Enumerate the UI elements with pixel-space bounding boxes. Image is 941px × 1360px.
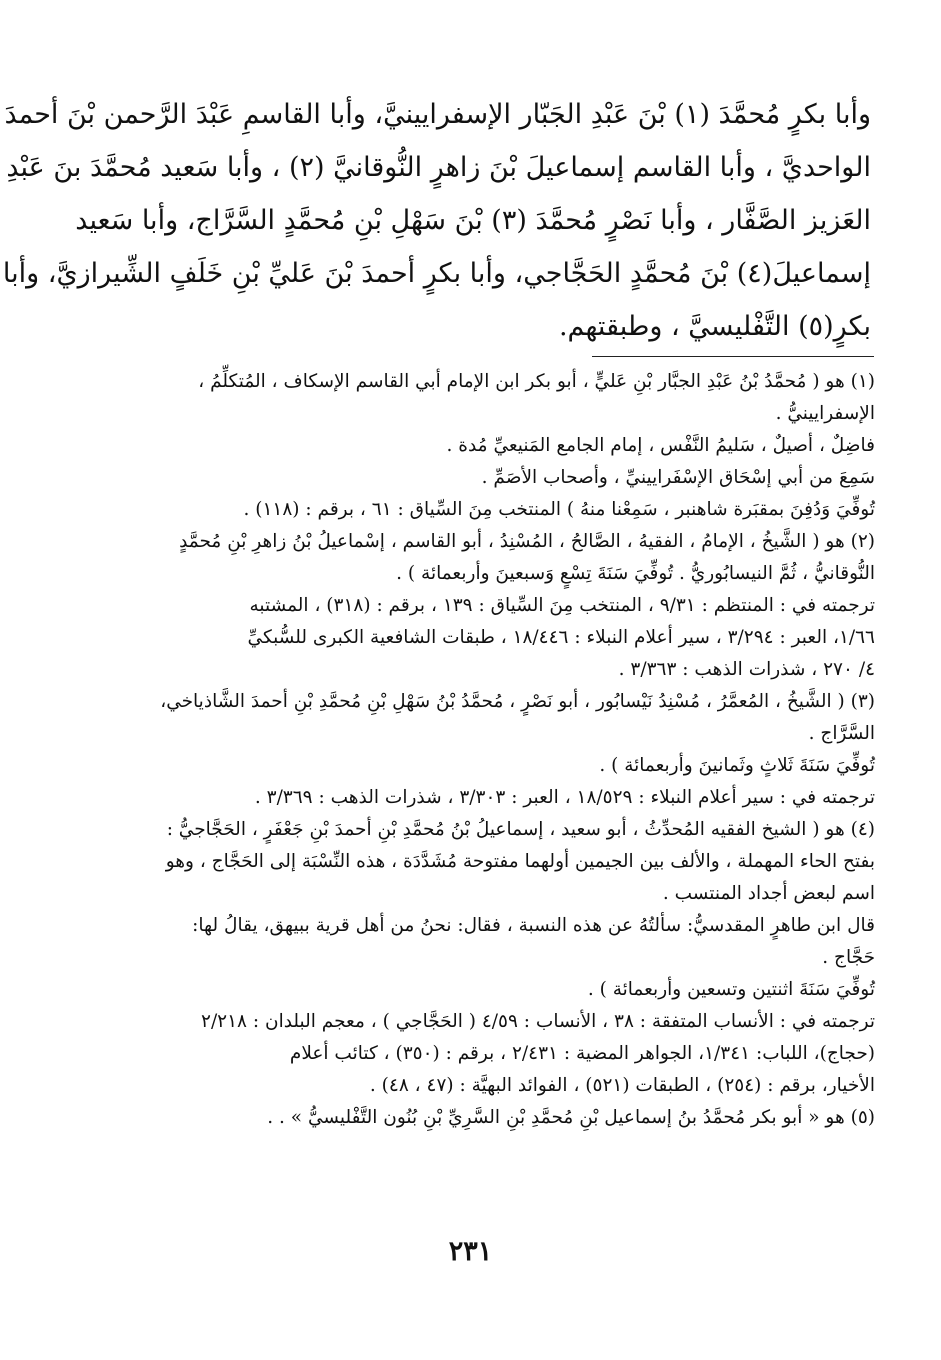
footnote-line: السَّرَّاج . [808,723,875,744]
footnote-line: (٤) هو ( الشيخ الفقيه المُحدِّثُ ، أبو سعيد ، إسماعيلُ بْنُ مُحمَّدِ بْنِ أحمدَ بْنِ جَعْفَرٍ ، الحَجَّاجيُّ : [166,819,875,840]
footnote-line: حَجَّاج . [822,947,875,968]
footnote-line: تُوفِّيَ وَدُفِنَ بمقبَرة شاهنبر ، سَمِعْنا منهُ ) المنتخب مِنَ السِّياق : ٦١ ، برقم : (١١٨) . [243,499,875,520]
footnote-line: فاضِلٌ ، أصيلٌ ، سَليمُ النَّفْس ، إمام الجامع المَنيعيِّ مُدة . [446,435,875,456]
footnote-line: قال ابن طاهرٍ المقدسيُّ: سألتُهُ عن هذه النسبة ، فقال: نحنُ من أهل قرية ببيهق، يقالُ لها: [192,915,875,936]
footnote-line: بفتح الحاء المهملة ، والألف بين الجيمين أولهما مفتوحة مُشَدَّدَة ، هذه النِّسْبَة إلى الحَجَّاج ، وهو [165,851,875,872]
main-line: الواحديَّ ، وأبا القاسم إسماعيلَ بْنَ زاهرٍ النُّوقانيَّ (٢) ، وأبا سَعيد مُحمَّدَ بنَ عَبْدِ [6,152,871,183]
footnote-line: الأخيار، برقم : (٢٥٤) ، الطبقات (٥٢١) ، الفوائد البهيَّة : (٤٧ ، ٤٨) . [369,1075,875,1096]
footnote-line: ترجمته في : الأنساب المتفقة : ٣٨ ، الأنساب : ٤/٥٩ ( الحَجَّاجي ) ، معجم البلدان : ٢/٢١٨ [201,1011,875,1032]
footnote-line: سَمِعَ من أبي إسْحَاق الإسْفَرايينيِّ ، وأصحاب الأصَمِّ . [481,467,875,488]
footnote-line: (٥) هو « أبو بكر مُحمَّدُ بنُ إسماعيل بْنِ مُحمَّدِ بْنِ السَّرِيِّ بْنِ بُنُون التَّفْليسيُّ » . . [267,1107,875,1128]
footnote-line: ترجمته في : المنتظم : ٩/٣١ ، المنتخب مِنَ السِّياق : ١٣٩ ، برقم : (٣١٨) ، المشتبه [249,595,875,616]
footnote-line: الإسفرايينيُّ . [775,403,875,424]
page-number: ٢٣١ [448,1236,493,1267]
footnote-line: تُوفِّيَ سَنَةَ ثَلاثٍ وثَمانينَ وأربعمائة ) . [599,755,875,776]
footnote-line: ٤/ ٢٧٠ ، شذرات الذهب : ٣/٣٦٣ . [618,659,875,680]
footnotes [96,366,875,1134]
main-line: العَزيز الصَّفَّار ، وأبا نَصْرٍ مُحمَّدَ (٣) بْنَ سَهْلِ بْنِ مُحمَّدٍ السَّرَّاج، وأبا سَعيد [75,205,871,236]
main-line: بكرٍ(٥) التَّفْليسيَّ ، وطبقتهم. [558,311,871,342]
footnote-line: ترجمته في : سير أعلام النبلاء : ١٨/٥٢٩ ، العبر : ٣/٣٠٣ ، شذرات الذهب : ٣/٣٦٩ . [254,787,875,808]
footnote-line: اسم لبعض أجداد المنتسب . [662,883,875,904]
footnote-line: (حجاج)، اللباب: ١/٣٤١، الجواهر المضية : ٢/٤٣١ ، برقم : (٣٥٠) ، كتائب أعلام [289,1043,875,1064]
footnote-line: (٢) هو ( الشَّيخُ ، الإمامُ ، الفقيهُ ، الصَّالحُ ، المُسْنِدُ ، أبو القاسم ، إسْماعيلُ بْنُ زاهرِ بْنِ مُحمَّدٍ [179,531,875,552]
footnote-line: النُّوقانيُّ ، ثُمَّ النيسابُوريُّ . تُوفِّيَ سَنَةَ تِسْعٍ وَسبعينَ وأربعمائة ) . [396,563,875,584]
footnote-line: (٣) ( الشَّيخُ ، المُعمَّرُ ، مُسْنِدُ نَيْسابُور ، أبو نَصْرٍ ، مُحمَّدُ بْنُ سَهْلِ بْنِ مُحمَّدِ بْنِ أحمدَ الشَّاذياخي، [160,691,875,712]
main-line: وأبا بكرٍ مُحمَّدَ (١) بْنَ عَبْدِ الجَبّار الإسفرايينيَّ، وأبا القاسمِ عَبْدَ الرَّحمن بْنَ أحمدَ [4,99,871,130]
footnote-line: ١/٦٦، العبر : ٣/٢٩٤ ، سير أعلام النبلاء : ١٨/٤٤٦ ، طبقات الشافعية الكبرى للسُّبكيِّ [247,627,875,648]
main-line: إسماعيلَ(٤) بْنَ مُحمَّدٍ الحَجَّاجي، وأبا بكرٍ أحمدَ بْنَ عَليِّ بْنِ خَلَفٍ الشِّيرازيَّ، وأبا [2,258,871,289]
footnote-line: تُوفِّيَ سَنَةَ اثنتين وتسعين وأربعمائة ) . [587,979,875,1000]
footnote-line: (١) هو ( مُحمَّدُ بْنُ عَبْدِ الجبَّار بْنِ عَليٍّ ، أبو بكر ابن الإمام أبي القاسم الإسكاف ، المُتكلِّمُ ، [198,371,875,392]
main-text [2,88,871,353]
footnote-separator [592,356,874,357]
